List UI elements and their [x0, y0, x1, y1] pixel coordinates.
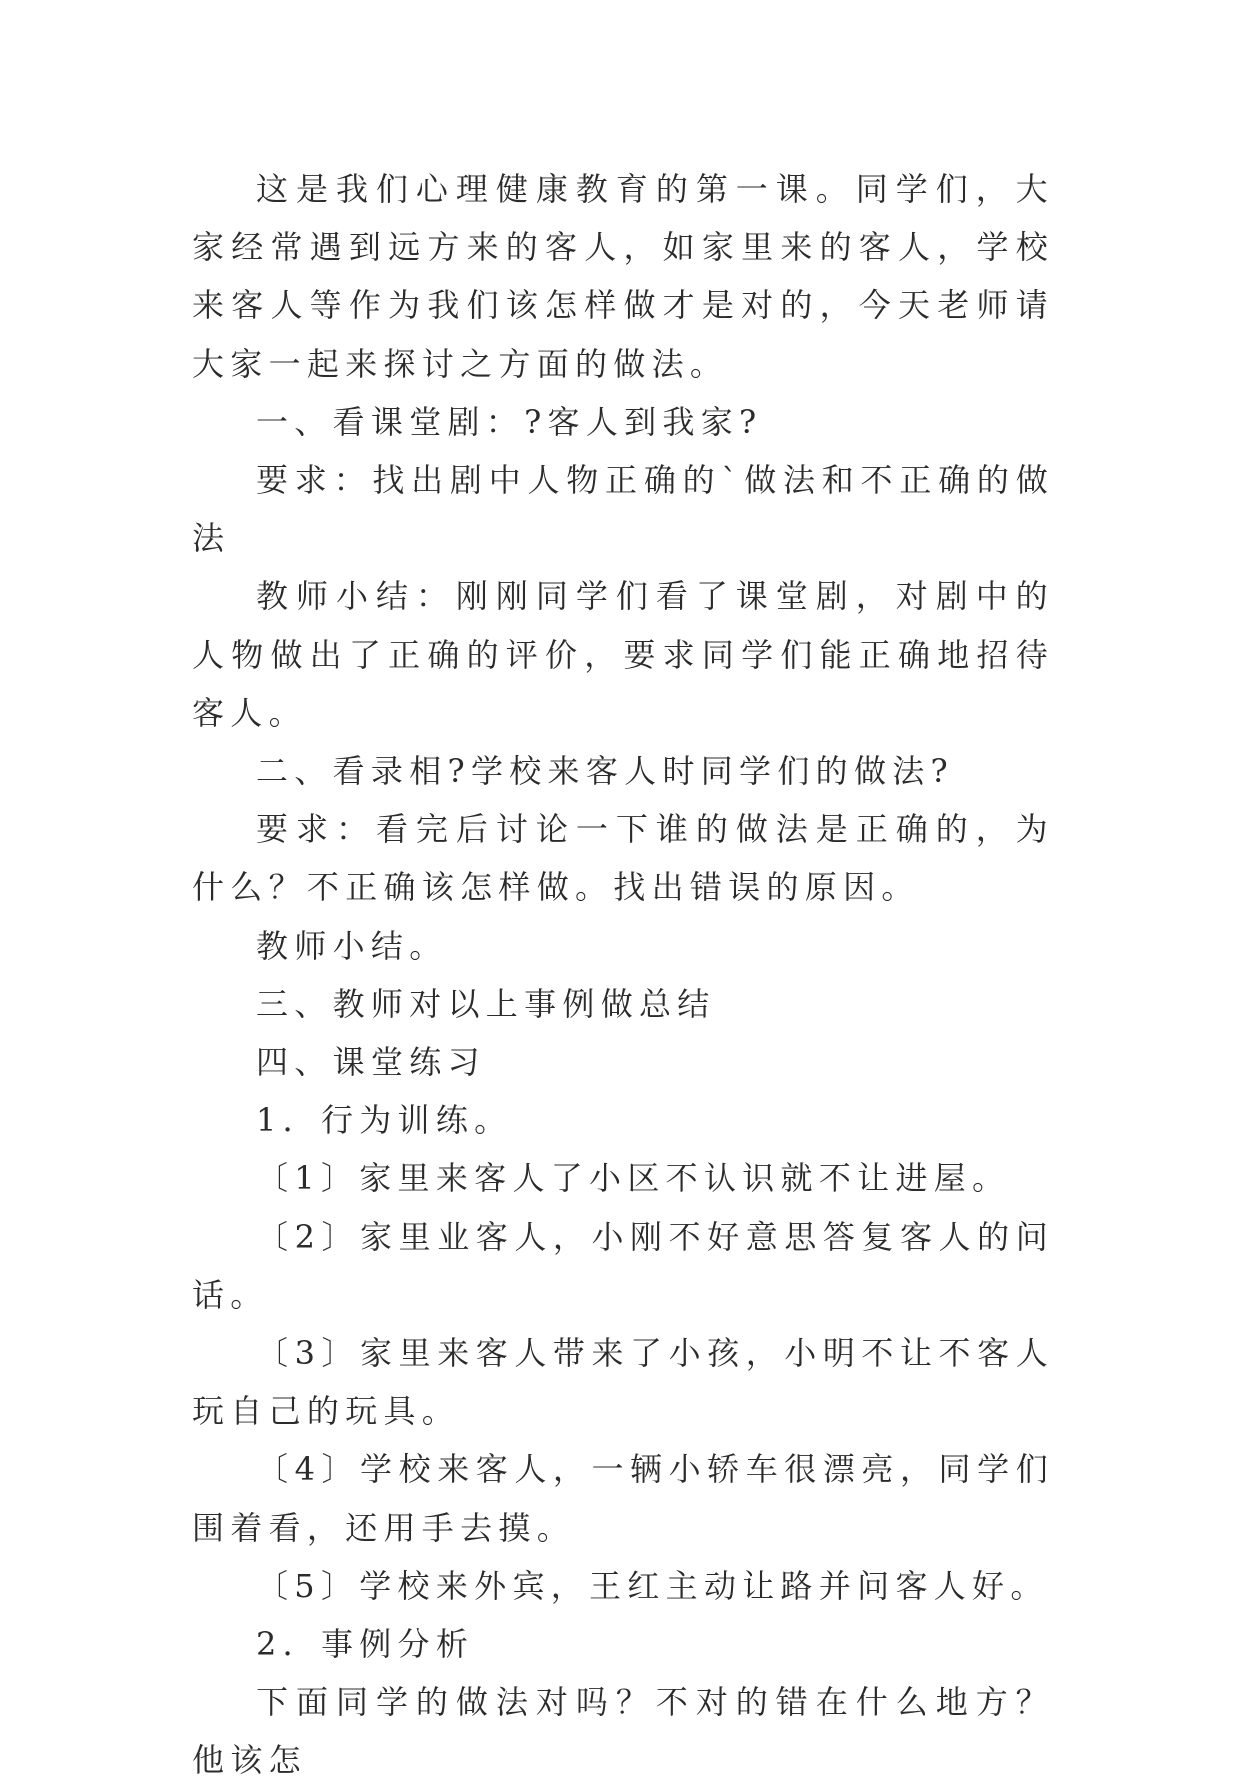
list-item-3: 〔3〕家里来客人带来了小孩，小明不让不客人玩自己的玩具。 [192, 1334, 1054, 1431]
paragraph-teacher-summary-1: 教师小结：刚刚同学们看了课堂剧，对剧中的人物做出了正确的评价，要求同学们能正确地招待客人。 [192, 577, 1054, 732]
subheading-behavior-training: 1．行为训练。 [256, 1101, 513, 1140]
paragraph-question: 下面同学的做法对吗？不对的错在什么地方？他该怎 [192, 1683, 1054, 1780]
list-item-5: 〔5〕学校来外宾，王红主动让路并问客人好。 [256, 1566, 1049, 1605]
list-item-4: 〔4〕学校来客人，一辆小轿车很漂亮，同学们围着看，还用手去摸。 [192, 1450, 1054, 1547]
paragraph-teacher-summary-2: 教师小结。 [256, 926, 448, 965]
section-heading-3: 三、教师对以上事例做总结 [256, 984, 716, 1023]
list-item-1: 〔1〕家里来客人了小区不认识就不让进屋。 [256, 1159, 1011, 1198]
section-heading-4: 四、课堂练习 [256, 1043, 486, 1082]
subheading-case-analysis: 2．事例分析 [256, 1625, 475, 1664]
paragraph-requirement-1: 要求：找出剧中人物正确的`做法和不正确的做法 [192, 461, 1054, 558]
paragraph-intro: 这是我们心理健康教育的第一课。同学们，大家经常遇到远方来的客人，如家里来的客人，学校来客人等作为我们该怎样做才是对的，今天老师请大家一起来探讨之方面的做法。 [192, 170, 1054, 383]
list-item-2: 〔2〕家里业客人，小刚不好意思答复客人的问话。 [192, 1217, 1054, 1314]
section-heading-1: 一、看课堂剧：?客人到我家? [256, 402, 763, 441]
document-body [192, 160, 1054, 1790]
section-heading-2: 二、看录相?学校来客人时同学们的做法? [256, 752, 955, 791]
paragraph-requirement-2: 要求：看完后讨论一下谁的做法是正确的，为什么？不正确该怎样做。找出错误的原因。 [192, 810, 1054, 907]
